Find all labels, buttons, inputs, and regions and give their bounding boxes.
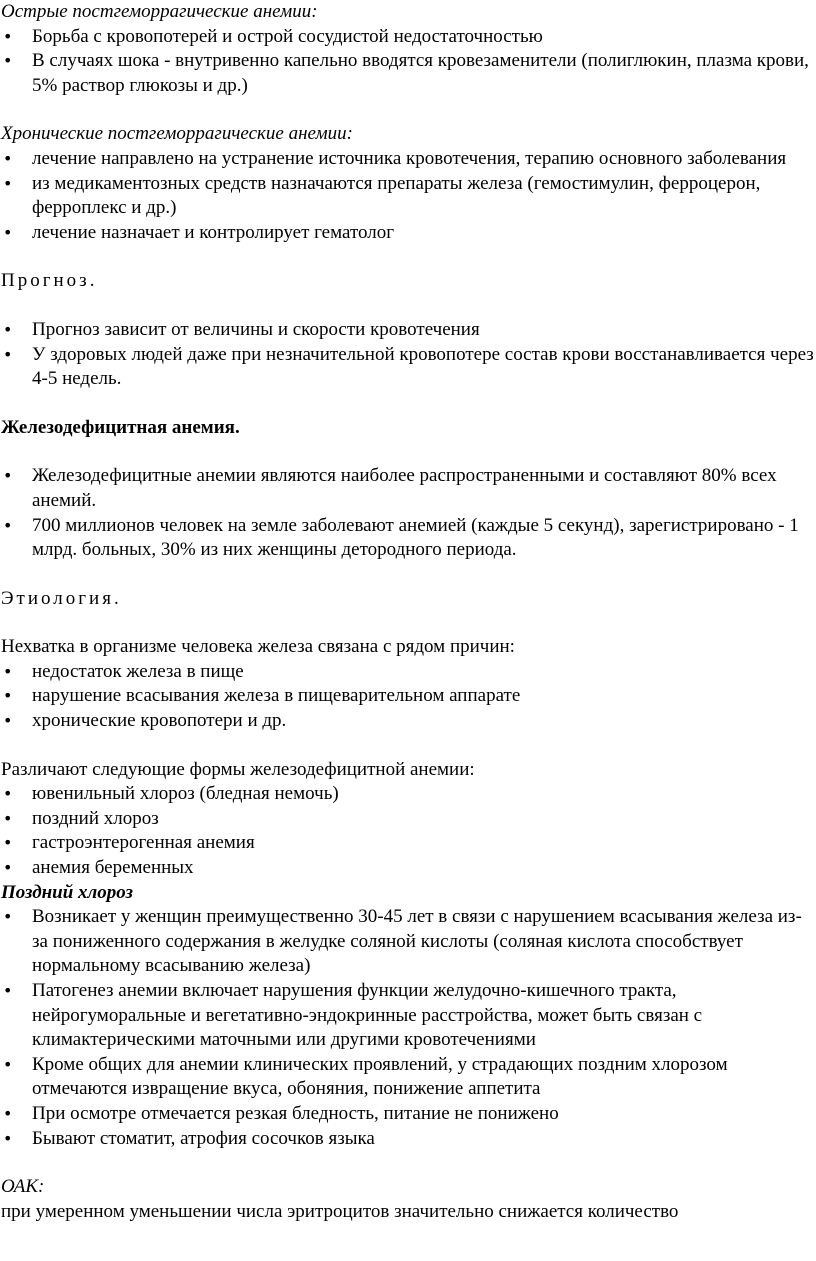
cbc-heading: ОАК: [1,1176,45,1198]
list-item: • Прогноз зависит от величины и скорости кровотечения [1,318,816,343]
list-item: • 700 миллионов человек на земле заболевают анемией (каждые 5 секунд), зарегистрировано - 1 млрд. больных, 30% из них женщины детородного периода. [1,514,816,563]
cbc-text: при умеренном уменьшении числа эритроцитов значительно снижается количество [1,1200,679,1222]
chronic-anemia-list [1,147,816,245]
list-item: • из медикаментозных средств назначаются препараты железа (гемостимулин, ферроцерон, ферроплекс и др.) [1,172,816,221]
chronic-anemia-heading: Хронические постгеморрагические анемии: [1,123,353,145]
list-item: • Железодефицитные анемии являются наиболее распространенными и составляют 80% всех анемий. [1,464,816,513]
list-item: • Кроме общих для анемии клинических проявлений, у страдающих поздним хлорозом отмечаются извращение вкуса, обоняния, понижение аппетита [1,1053,816,1102]
iron-deficiency-heading: Железодефицитная анемия. [1,416,240,438]
etiology-intro: Нехватка в организме человека железа связана с рядом причин: [1,636,515,658]
forms-list [1,782,816,880]
late-chlorosis-heading: Поздний хлороз [1,881,133,903]
prognosis-list [1,318,816,392]
list-item: • Патогенез анемии включает нарушения функции желудочно-кишечного тракта, нейрогуморальные и вегетативно-эндокринные расстройства, может быть связан с климактерическими маточными или другими кровотечениями [1,979,816,1053]
late-chlorosis-list [1,905,816,1151]
list-item: • недостаток железа в пище [1,660,816,685]
forms-intro: Различают следующие формы железодефицитной анемии: [1,758,475,780]
list-item: • При осмотре отмечается резкая бледность, питание не понижено [1,1102,816,1127]
iron-deficiency-list [1,464,816,562]
etiology-heading: Этиология. [1,587,122,609]
list-item: • поздний хлороз [1,807,816,832]
list-item: • хронические кровопотери и др. [1,709,816,734]
list-item: • нарушение всасывания железа в пищеварительном аппарате [1,684,816,709]
list-item: • Борьба с кровопотерей и острой сосудистой недостаточностью [1,25,816,50]
etiology-list [1,660,816,734]
list-item: • Возникает у женщин преимущественно 30-45 лет в связи с нарушением всасывания железа из-за пониженного содержания в желудке соляной кислоты (соляная кислота способствует нормальному всасыванию железа) [1,905,816,979]
prognosis-heading: Прогноз. [1,270,98,292]
list-item: • Бывают стоматит, атрофия сосочков языка [1,1127,816,1152]
list-item: • лечение направлено на устранение источника кровотечения, терапию основного заболевания [1,147,816,172]
list-item: • анемия беременных [1,856,816,881]
list-item: • У здоровых людей даже при незначительной кровопотере состав крови восстанавливается через 4-5 недель. [1,343,816,392]
list-item: • ювенильный хлороз (бледная немочь) [1,782,816,807]
list-item: • В случаях шока - внутривенно капельно вводятся кровезаменители (полиглюкин, плазма крови, 5% раствор глюкозы и др.) [1,49,816,98]
acute-anemia-heading: Острые постгеморрагические анемии: [1,1,318,22]
list-item: • гастроэнтерогенная анемия [1,831,816,856]
acute-anemia-list [1,25,816,99]
list-item: • лечение назначает и контролирует гематолог [1,221,816,246]
